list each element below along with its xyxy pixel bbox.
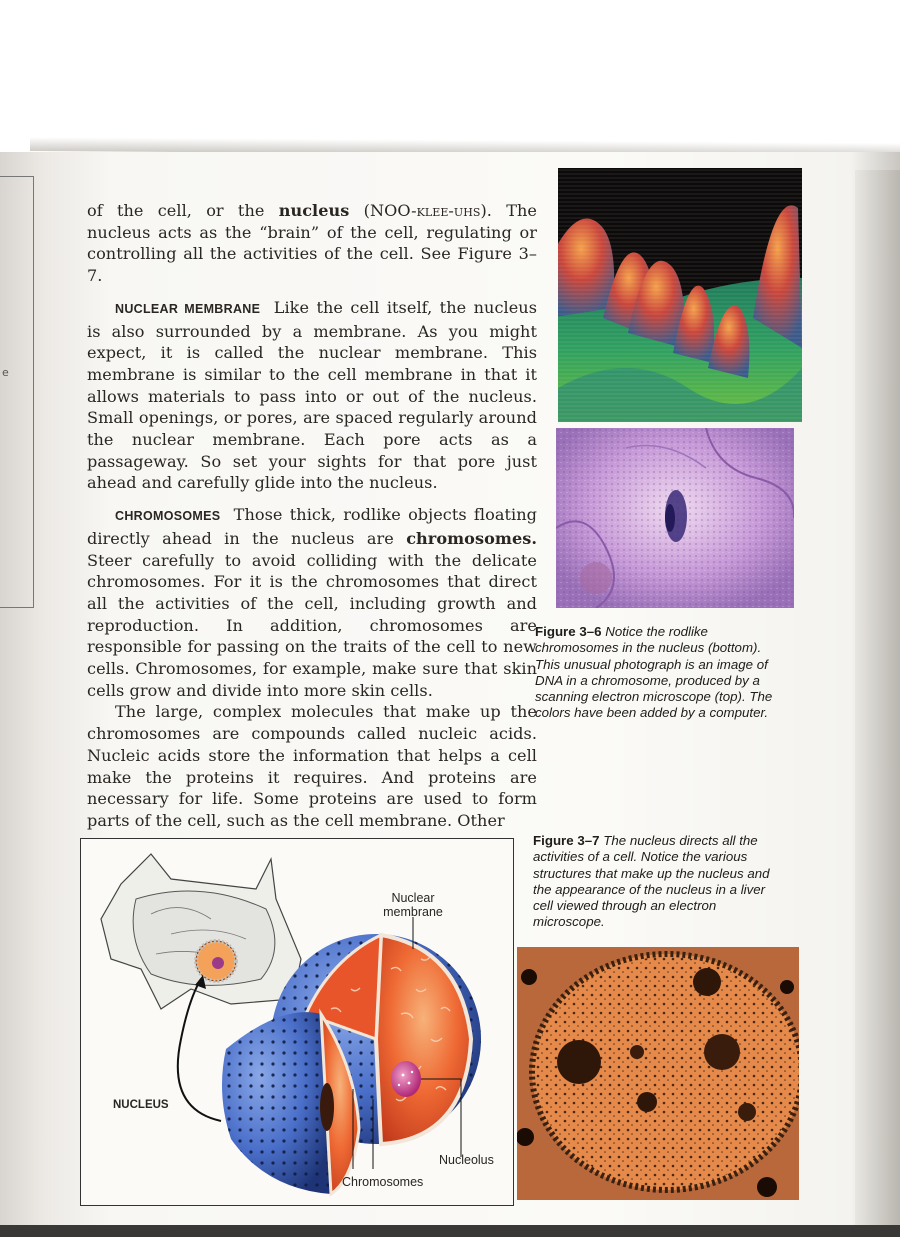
- text-run: Steer carefully to avoid colliding with the delicate chromosomes. For it is the chromosomes that direct all the activities of the cell, including growth and reproduction. In addition, chromosomes are responsible for passing on the traits of the cell to new cells. Chromosomes, for example, make sure that skin cells grow and divide into more skin cells.: [87, 550, 537, 700]
- text-run: Those thick, rodlike objects floating directly ahead in the nucleus are: [87, 505, 538, 548]
- page-right-edge: [855, 170, 900, 1230]
- label-nuclear-membrane-line1: Nuclear: [391, 891, 435, 905]
- label-chromosomes: Chromosomes: [342, 1175, 424, 1189]
- label-nucleus: NUCLEUS: [113, 1099, 169, 1111]
- text-run: of the cell, or the: [87, 201, 279, 220]
- chromosome-micrograph: [556, 428, 794, 608]
- previous-page-box: [0, 176, 34, 608]
- body-text-column: [87, 200, 537, 832]
- paragraph-nuclear-membrane: [87, 297, 537, 494]
- scan-background: [0, 0, 900, 150]
- label-nucleolus: Nucleolus: [439, 1153, 494, 1167]
- nucleus-illustration: [80, 838, 514, 1206]
- label-nuclear-membrane: [377, 891, 449, 919]
- previous-page-fragment: e: [2, 366, 9, 379]
- figure-3-6-caption: [535, 624, 783, 722]
- figure-3-6-text: Notice the rodlike chromosomes in the nucleus (bottom). This unusual photograph is an image of DNA in a chromosome, produced by a scanning electron microscope (top). The colors have been added by a computer.: [535, 624, 773, 721]
- figure-3-7-label: Figure 3–7: [533, 833, 600, 848]
- pronunciation: (NOO-klee-uhs): [363, 201, 487, 220]
- text-run: . The nucleus acts as the “brain” of the cell, regulating or controlling all the activities of the cell. See Figure 3–7.: [87, 201, 537, 286]
- text-run: Like the cell itself, the nucleus is also surrounded by a membrane. As you might expect, it is called the nuclear membrane. This membrane is similar to the cell membrane in that it allows materials to pass into or out of the nucleus. Small openings, or pores, are spaced regularly around the nuclear membrane. Each pore acts as a passageway. So set your sights for that pore just ahead and carefully glide into the nucleus.: [87, 297, 537, 493]
- paragraph-chromosomes: [87, 504, 537, 701]
- dna-sem-graphic: [558, 168, 802, 422]
- term-nucleus: nucleus: [278, 201, 350, 220]
- liver-cell-nucleus-micrograph: [517, 947, 799, 1200]
- paragraph-nucleic-acids: [87, 701, 537, 831]
- term-chromosomes: chromosomes.: [406, 528, 537, 548]
- figure-3-7-caption: [533, 833, 778, 931]
- paragraph-nucleus-intro: [87, 200, 537, 287]
- dna-sem-photo: [558, 168, 802, 422]
- scan-bottom-band: [0, 1225, 900, 1237]
- liver-cell-micrograph-graphic: [517, 947, 799, 1200]
- chromosome-micrograph-graphic: [556, 428, 794, 608]
- text-run: The large, complex molecules that make up the chromosomes are compounds called nucleic acids. Nucleic acids store the information that helps a cell make the proteins it requires. And proteins are necessary for life. Some proteins are used to form parts of the cell, such as the cell membrane. Other: [87, 702, 537, 830]
- label-nuclear-membrane-line2: membrane: [383, 905, 443, 919]
- figure-3-7-text: The nucleus directs all the activities of a cell. Notice the various structures that make up the nucleus and the appearance of the nucleus in a liver cell viewed through an electron microscope.: [533, 833, 770, 930]
- subhead-nuclear-membrane: NUCLEAR MEMBRANE: [115, 301, 261, 316]
- subhead-chromosomes: CHROMOSOMES: [115, 509, 221, 524]
- figure-3-6-label: Figure 3–6: [535, 624, 602, 639]
